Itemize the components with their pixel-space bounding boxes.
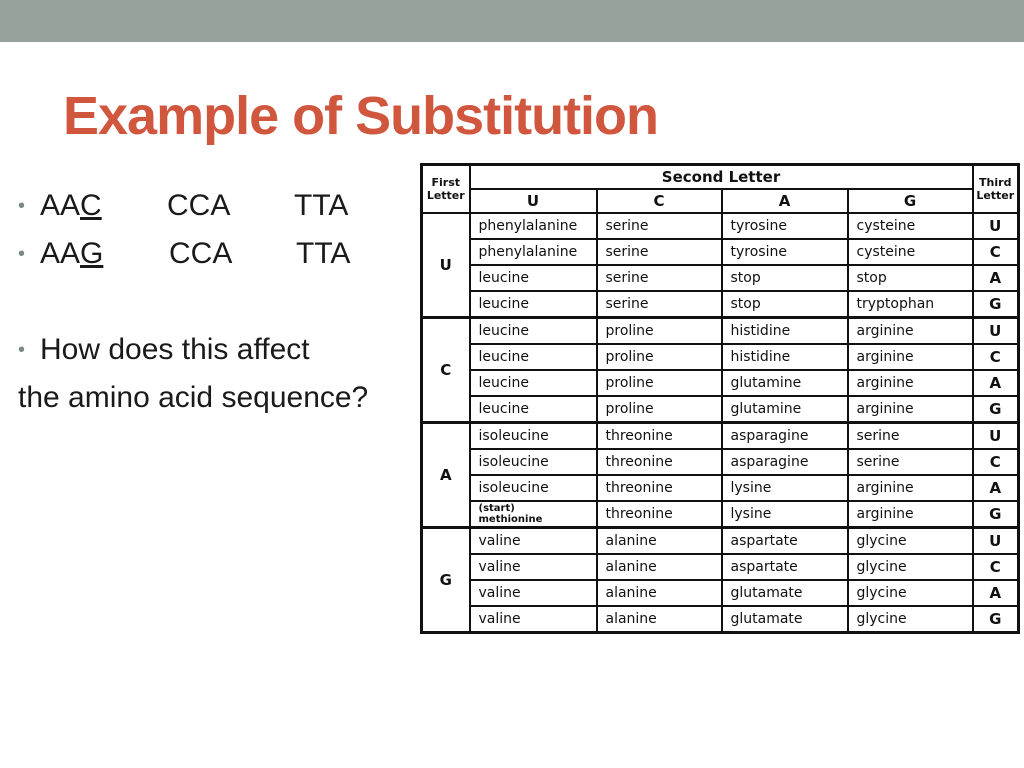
amino-acid-cell: tyrosine: [722, 213, 848, 239]
amino-acid-cell: proline: [597, 396, 722, 423]
amino-acid-cell: leucine: [470, 291, 597, 318]
table-row: [422, 396, 1019, 423]
column-header-c: C: [597, 189, 722, 213]
amino-acid-cell: histidine: [722, 318, 848, 345]
amino-acid-cell: stop: [848, 265, 973, 291]
bullet-sequence-mutated: [18, 234, 418, 282]
amino-acid-cell: threonine: [597, 501, 722, 528]
codon-table: [420, 163, 1020, 634]
third-letter-cell: U: [973, 423, 1019, 450]
first-letter-cell: C: [422, 318, 470, 423]
table-row: [422, 449, 1019, 475]
amino-acid-cell: serine: [597, 239, 722, 265]
table-row: [422, 239, 1019, 265]
table-row: [422, 344, 1019, 370]
amino-acid-cell: leucine: [470, 370, 597, 396]
table-row: [422, 580, 1019, 606]
amino-acid-cell: lysine: [722, 501, 848, 528]
bullet-list: [18, 186, 418, 426]
amino-acid-cell: isoleucine: [470, 475, 597, 501]
third-letter-cell: A: [973, 475, 1019, 501]
third-letter-cell: C: [973, 449, 1019, 475]
amino-acid-cell: isoleucine: [470, 423, 597, 450]
third-letter-cell: C: [973, 239, 1019, 265]
amino-acid-cell: tyrosine: [722, 239, 848, 265]
amino-acid-cell: valine: [470, 528, 597, 555]
bullet-dot-icon: •: [18, 243, 26, 265]
amino-acid-cell: proline: [597, 370, 722, 396]
bullet-sequence-original: [18, 186, 418, 234]
amino-acid-cell: cysteine: [848, 239, 973, 265]
column-header-u: U: [470, 189, 597, 213]
third-letter-cell: U: [973, 528, 1019, 555]
amino-acid-cell: glutamine: [722, 396, 848, 423]
third-letter-cell: G: [973, 291, 1019, 318]
amino-acid-cell: valine: [470, 606, 597, 633]
third-letter-cell: C: [973, 344, 1019, 370]
amino-acid-cell: lysine: [722, 475, 848, 501]
amino-acid-cell: histidine: [722, 344, 848, 370]
amino-acid-cell: asparagine: [722, 449, 848, 475]
second-letter-header: Second Letter: [470, 165, 973, 190]
third-letter-cell: A: [973, 370, 1019, 396]
table-row: [422, 475, 1019, 501]
first-letter-cell: G: [422, 528, 470, 633]
question-line-1: How does this affect: [40, 333, 310, 366]
amino-acid-cell: alanine: [597, 528, 722, 555]
amino-acid-cell: arginine: [848, 318, 973, 345]
amino-acid-cell: alanine: [597, 580, 722, 606]
codon-1: AAG: [40, 237, 104, 270]
amino-acid-cell: glycine: [848, 580, 973, 606]
amino-acid-cell: glutamine: [722, 370, 848, 396]
amino-acid-cell: threonine: [597, 475, 722, 501]
amino-acid-cell: threonine: [597, 449, 722, 475]
amino-acid-cell: isoleucine: [470, 449, 597, 475]
table-row: [422, 554, 1019, 580]
table-row: [422, 370, 1019, 396]
amino-acid-cell: aspartate: [722, 528, 848, 555]
table-row: [422, 265, 1019, 291]
amino-acid-cell: serine: [597, 213, 722, 239]
amino-acid-cell: proline: [597, 318, 722, 345]
amino-acid-cell: glycine: [848, 528, 973, 555]
amino-acid-cell: threonine: [597, 423, 722, 450]
first-letter-cell: A: [422, 423, 470, 528]
amino-acid-cell: valine: [470, 580, 597, 606]
amino-acid-cell: valine: [470, 554, 597, 580]
question-continuation: [18, 378, 418, 426]
table-row: [422, 213, 1019, 239]
bullet-question: [18, 330, 418, 378]
amino-acid-cell: glutamate: [722, 606, 848, 633]
amino-acid-cell: phenylalanine: [470, 239, 597, 265]
table-row: [422, 528, 1019, 555]
third-letter-cell: A: [973, 580, 1019, 606]
codon-3: TTA: [294, 189, 349, 222]
table-row: [422, 423, 1019, 450]
amino-acid-cell: proline: [597, 344, 722, 370]
substituted-base: C: [80, 189, 102, 222]
amino-acid-cell: alanine: [597, 554, 722, 580]
question-line-2: the amino acid sequence?: [18, 381, 369, 414]
amino-acid-cell: (start) methionine: [470, 501, 597, 528]
third-letter-cell: U: [973, 213, 1019, 239]
amino-acid-cell: leucine: [470, 318, 597, 345]
amino-acid-cell: leucine: [470, 344, 597, 370]
amino-acid-cell: leucine: [470, 396, 597, 423]
table-row: [422, 501, 1019, 528]
third-letter-cell: U: [973, 318, 1019, 345]
amino-acid-cell: serine: [597, 291, 722, 318]
table-header-row: [422, 165, 1019, 190]
third-letter-cell: G: [973, 606, 1019, 633]
substituted-base: G: [80, 237, 104, 270]
amino-acid-cell: arginine: [848, 396, 973, 423]
slide-title: Example of Substitution: [63, 86, 659, 146]
column-header-a: A: [722, 189, 848, 213]
amino-acid-cell: phenylalanine: [470, 213, 597, 239]
amino-acid-cell: glycine: [848, 606, 973, 633]
amino-acid-cell: stop: [722, 291, 848, 318]
amino-acid-cell: serine: [848, 449, 973, 475]
third-letter-cell: G: [973, 501, 1019, 528]
amino-acid-cell: aspartate: [722, 554, 848, 580]
bullet-dot-icon: •: [18, 195, 26, 217]
amino-acid-cell: arginine: [848, 344, 973, 370]
third-letter-header: Third Letter: [973, 165, 1019, 214]
third-letter-cell: G: [973, 396, 1019, 423]
codon-2: CCA: [169, 237, 233, 270]
amino-acid-cell: asparagine: [722, 423, 848, 450]
amino-acid-cell: arginine: [848, 501, 973, 528]
top-accent-bar: [0, 0, 1024, 42]
table-column-header-row: [422, 189, 1019, 213]
amino-acid-cell: glutamate: [722, 580, 848, 606]
bullet-dot-icon: •: [18, 339, 26, 361]
amino-acid-cell: arginine: [848, 370, 973, 396]
amino-acid-cell: tryptophan: [848, 291, 973, 318]
third-letter-cell: A: [973, 265, 1019, 291]
amino-acid-cell: serine: [597, 265, 722, 291]
third-letter-cell: C: [973, 554, 1019, 580]
codon-1: AAC: [40, 189, 102, 222]
codon-2: CCA: [167, 189, 231, 222]
amino-acid-cell: leucine: [470, 265, 597, 291]
amino-acid-cell: cysteine: [848, 213, 973, 239]
amino-acid-cell: alanine: [597, 606, 722, 633]
first-letter-cell: U: [422, 213, 470, 318]
column-header-g: G: [848, 189, 973, 213]
codon-3: TTA: [296, 237, 351, 270]
table-row: [422, 318, 1019, 345]
amino-acid-cell: stop: [722, 265, 848, 291]
amino-acid-cell: arginine: [848, 475, 973, 501]
amino-acid-cell: glycine: [848, 554, 973, 580]
table-row: [422, 291, 1019, 318]
table-row: [422, 606, 1019, 633]
amino-acid-cell: serine: [848, 423, 973, 450]
first-letter-header: First Letter: [422, 165, 470, 214]
